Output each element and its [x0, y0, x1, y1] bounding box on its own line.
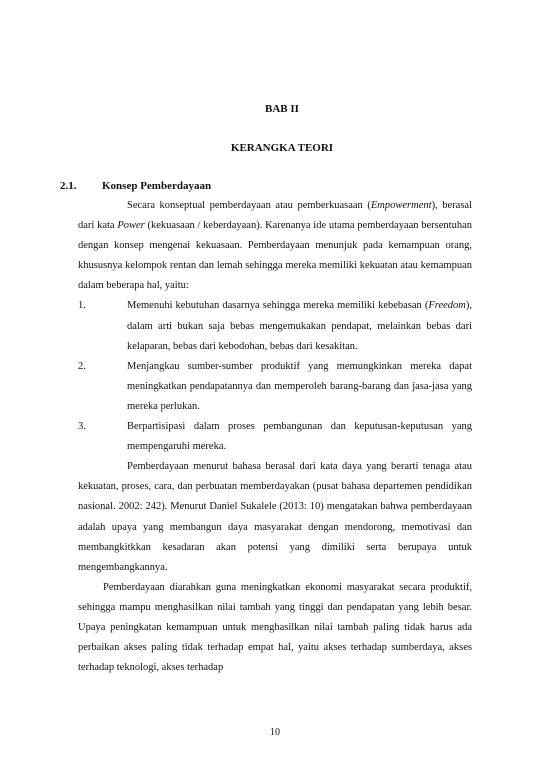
list-item: [78, 417, 472, 457]
paragraph-1-italic-power: Power: [117, 220, 145, 232]
list-item-number: 3.: [78, 421, 86, 433]
list-item-number: 2.: [78, 360, 86, 372]
chapter-label: BAB II: [265, 103, 299, 115]
numbered-list: [78, 296, 472, 457]
body-text: [78, 196, 472, 678]
list-item: [78, 357, 472, 417]
list-item-text-a: Memenuhi kebutuhan dasarnya sehingga mereka memiliki kebebasan (: [127, 300, 429, 312]
paragraph-1-text-c: (kekuasaan / keberdayaan). Karenanya ide utama pemberdayaan bersentuhan dengan konsep mengenai kekuasaan. Pemberdayaan menunjuk pada kemampuan orang, khususnya kelompok rentan dan lemah sehingga mereka memiliki kekuatan atau kemampuan dalam beberapa hal, yaitu:: [78, 220, 473, 292]
list-item-italic: Freedom: [428, 300, 466, 312]
list-item-text-a: Menjangkau sumber-sumber produktif yang memungkinkan mereka dapat meningkatkan pendapatannya dan memperoleh barang-barang dan jasa-jasa yang mereka perlukan.: [127, 360, 472, 412]
list-item-number: 1.: [78, 300, 86, 312]
paragraph-3: Pemberdayaan diarahkan guna meningkatkan ekonomi masyarakat secara produktif, sehingga mampu menghasilkan nilai tambah yang tinggi dan pendapatan yang lebih besar. Upaya peningkatan kemampuan untuk menghasilkan nilai tambah paling tidak harus ada perbaikan akses paling tidak terhadap empat hal, yaitu akses terhadap sumberdaya, akses terhadap teknologi, akses terhadap: [78, 581, 472, 674]
list-item: [78, 296, 472, 356]
paragraph-1: [78, 196, 472, 296]
page-number: 10: [270, 727, 280, 738]
list-item-text-a: Berpartisipasi dalam proses pembangunan dan keputusan-keputusan yang mempengaruhi mereka.: [127, 421, 472, 453]
section-title: Konsep Pemberdayaan: [102, 180, 212, 192]
paragraph-1-text-b: ), berasal dari kata: [78, 200, 472, 232]
paragraph-2: Pemberdayaan menurut bahasa berasal dari kata daya yang berarti tenaga atau kekuatan, proses, cara, dan perbuatan memberdayakan (pusat bahasa departemen pendidikan nasional. 2002: 242). Menurut Daniel Sukalele (2013: 10) mengatakan bahwa pemberdayaan adalah upaya yang membangun daya masyarakat dengan mendorong, memotivasi dan membangkitkkan kesadaran akan potensi yang dimiliki serta berupaya untuk mengembangkannya.: [78, 461, 472, 573]
section-number: 2.1.: [60, 180, 77, 192]
list-item-text-b: ), dalam arti bukan saja bebas mengemukakan pendapat, melainkan bebas dari kelaparan, bebas dari kebodohan, bebas dari kesakitan.: [127, 300, 472, 352]
paragraph-1-italic-term: Empowerment: [370, 200, 432, 211]
chapter-title: KERANGKA TEORI: [230, 142, 334, 154]
paragraph-1-text-a: Secara konseptual pemberdayaan atau pemberkuasaan (: [127, 200, 371, 211]
